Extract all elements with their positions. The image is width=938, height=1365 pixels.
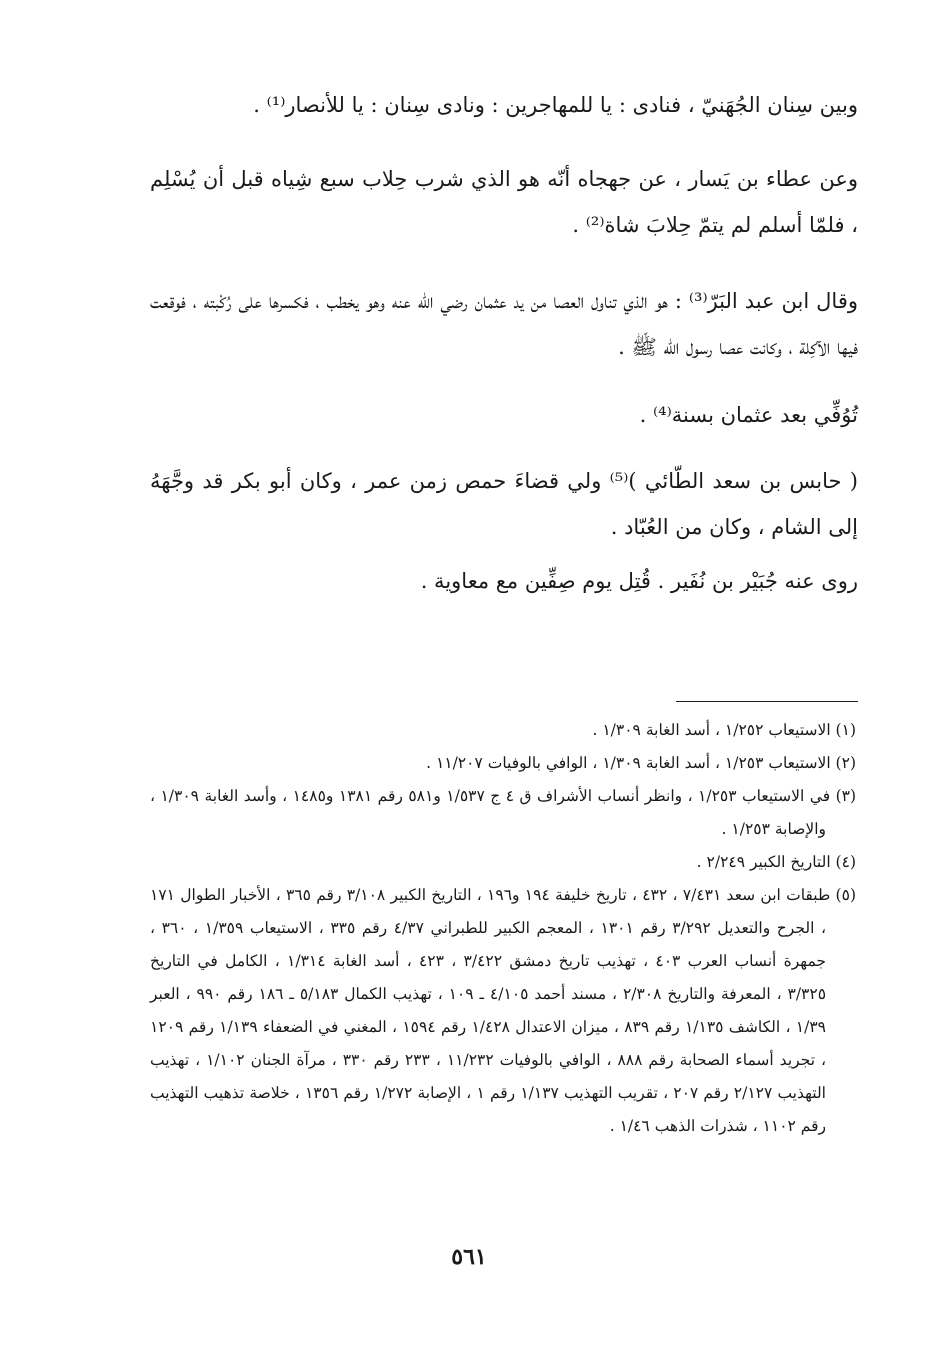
footnotes-block	[150, 714, 856, 1143]
footnote-1: (١) الاستيعاب ١/٢٥٢ ، أسد الغابة ١/٣٠٩ .	[592, 721, 856, 739]
main-paragraph-1: وبين سِنان الجُهَنيّ ، فنادى : يا للمهاجرين : ونادى سِنان : يا للأنصار⁽¹⁾ .	[253, 93, 858, 117]
main-paragraph-3: وقال ابن عبد البَرّ⁽³⁾ : هو الذي تناول العصا من يد عثمان رضي الله عنه وهو يخطب ، فكسرها على رُكْبته ، فوقعت فيها الآكِلة ، وكانت عصا رسول الله ﷺ .	[150, 289, 858, 359]
footnote-3: (٣) في الاستيعاب ١/٢٥٣ ، وانظر أنساب الأشراف ق ٤ ج ١/٥٣٧ و٥٨١ رقم ١٣٨١ و١٤٨٥ ، وأسد الغابة ١/٣٠٩ ، والإصابة ١/٢٥٣ .	[150, 787, 857, 838]
main-text-block	[150, 82, 858, 604]
main-paragraph-4: تُوُفِّي بعد عثمان بسنة⁽⁴⁾ .	[639, 403, 858, 427]
footnote-separator	[676, 701, 858, 702]
footnote-5: (٥) طبقات ابن سعد ٧/٤٣١ ، ٤٣٢ ، تاريخ خليفة ١٩٤ و١٩٦ ، التاريخ الكبير ٣/١٠٨ رقم ٣٦٥ ، الأخبار الطوال ١٧١ ، الجرح والتعديل ٣/٢٩٢ رقم ١٣٠١ ، المعجم الكبير للطبراني ٤/٣٧ رقم ٣٣٥ ، الاستيعاب ١/٣٥٩ ، ٣٦٠ ، جمهرة أنساب العرب ٤٠٣ ، تهذيب تاريخ دمشق ٣/٤٢٢ ، ٤٢٣ ، أسد الغابة ١/٣١٤ ، الكامل في التاريخ ٣/٣٢٥ ، المعرفة والتاريخ ٢/٣٠٨ ، مسند أحمد ٤/١٠٥ ـ ١٠٩ ، تهذيب الكمال ٥/١٨٣ ـ ١٨٦ رقم ٩٩٠ ، العبر ١/٣٩ ، الكاشف ١/١٣٥ رقم ٨٣٩ ، ميزان الاعتدال ١/٤٢٨ رقم ١٥٩٤ ، المغني في الضعفاء ١/١٣٩ رقم ١٢٠٩ ، تجريد أسماء الصحابة رقم ٨٨٨ ، الوافي بالوفيات ١١/٢٣٢ ، ٢٣٣ رقم ٣٣٠ ، مرآة الجنان ١/١٠٢ ، تهذيب التهذيب ٢/١٢٧ رقم ٢٠٧ ، تقريب التهذيب ١/١٣٧ رقم ١ ، الإصابة ١/٢٧٢ رقم ١٣٥٦ ، خلاصة تذهيب التهذيب رقم ١١٠٢ ، شذرات الذهب ١/٤٦ .	[150, 886, 856, 1135]
footnote-4: (٤) التاريخ الكبير ٢/٢٤٩ .	[696, 853, 856, 871]
main-paragraph-6: روى عنه جُبَيْر بن نُفَير . قُتِل يوم صِفِّين مع معاوية .	[420, 569, 858, 593]
footnote-2: (٢) الاستيعاب ١/٢٥٣ ، أسد الغابة ١/٣٠٩ ، الوافي بالوفيات ١١/٢٠٧ .	[426, 754, 856, 772]
page-number: ٥٦١	[451, 1244, 487, 1270]
main-paragraph-5: ( حابس بن سعد الطّائي )⁽⁵⁾ ولي قضاءَ حمص زمن عمر ، وكان أبو بكر قد وجَّهَهُ إلى الشام ، وكان من العُبّاد .	[150, 469, 858, 539]
main-paragraph-2: وعن عطاء بن يَسار ، عن جهجاه أنّه هو الذي شرب حِلاب سبع شِياه قبل أن يُسْلِم ، فلمّا أسلم لم يتمّ حِلابَ شاة⁽²⁾ .	[150, 167, 858, 237]
